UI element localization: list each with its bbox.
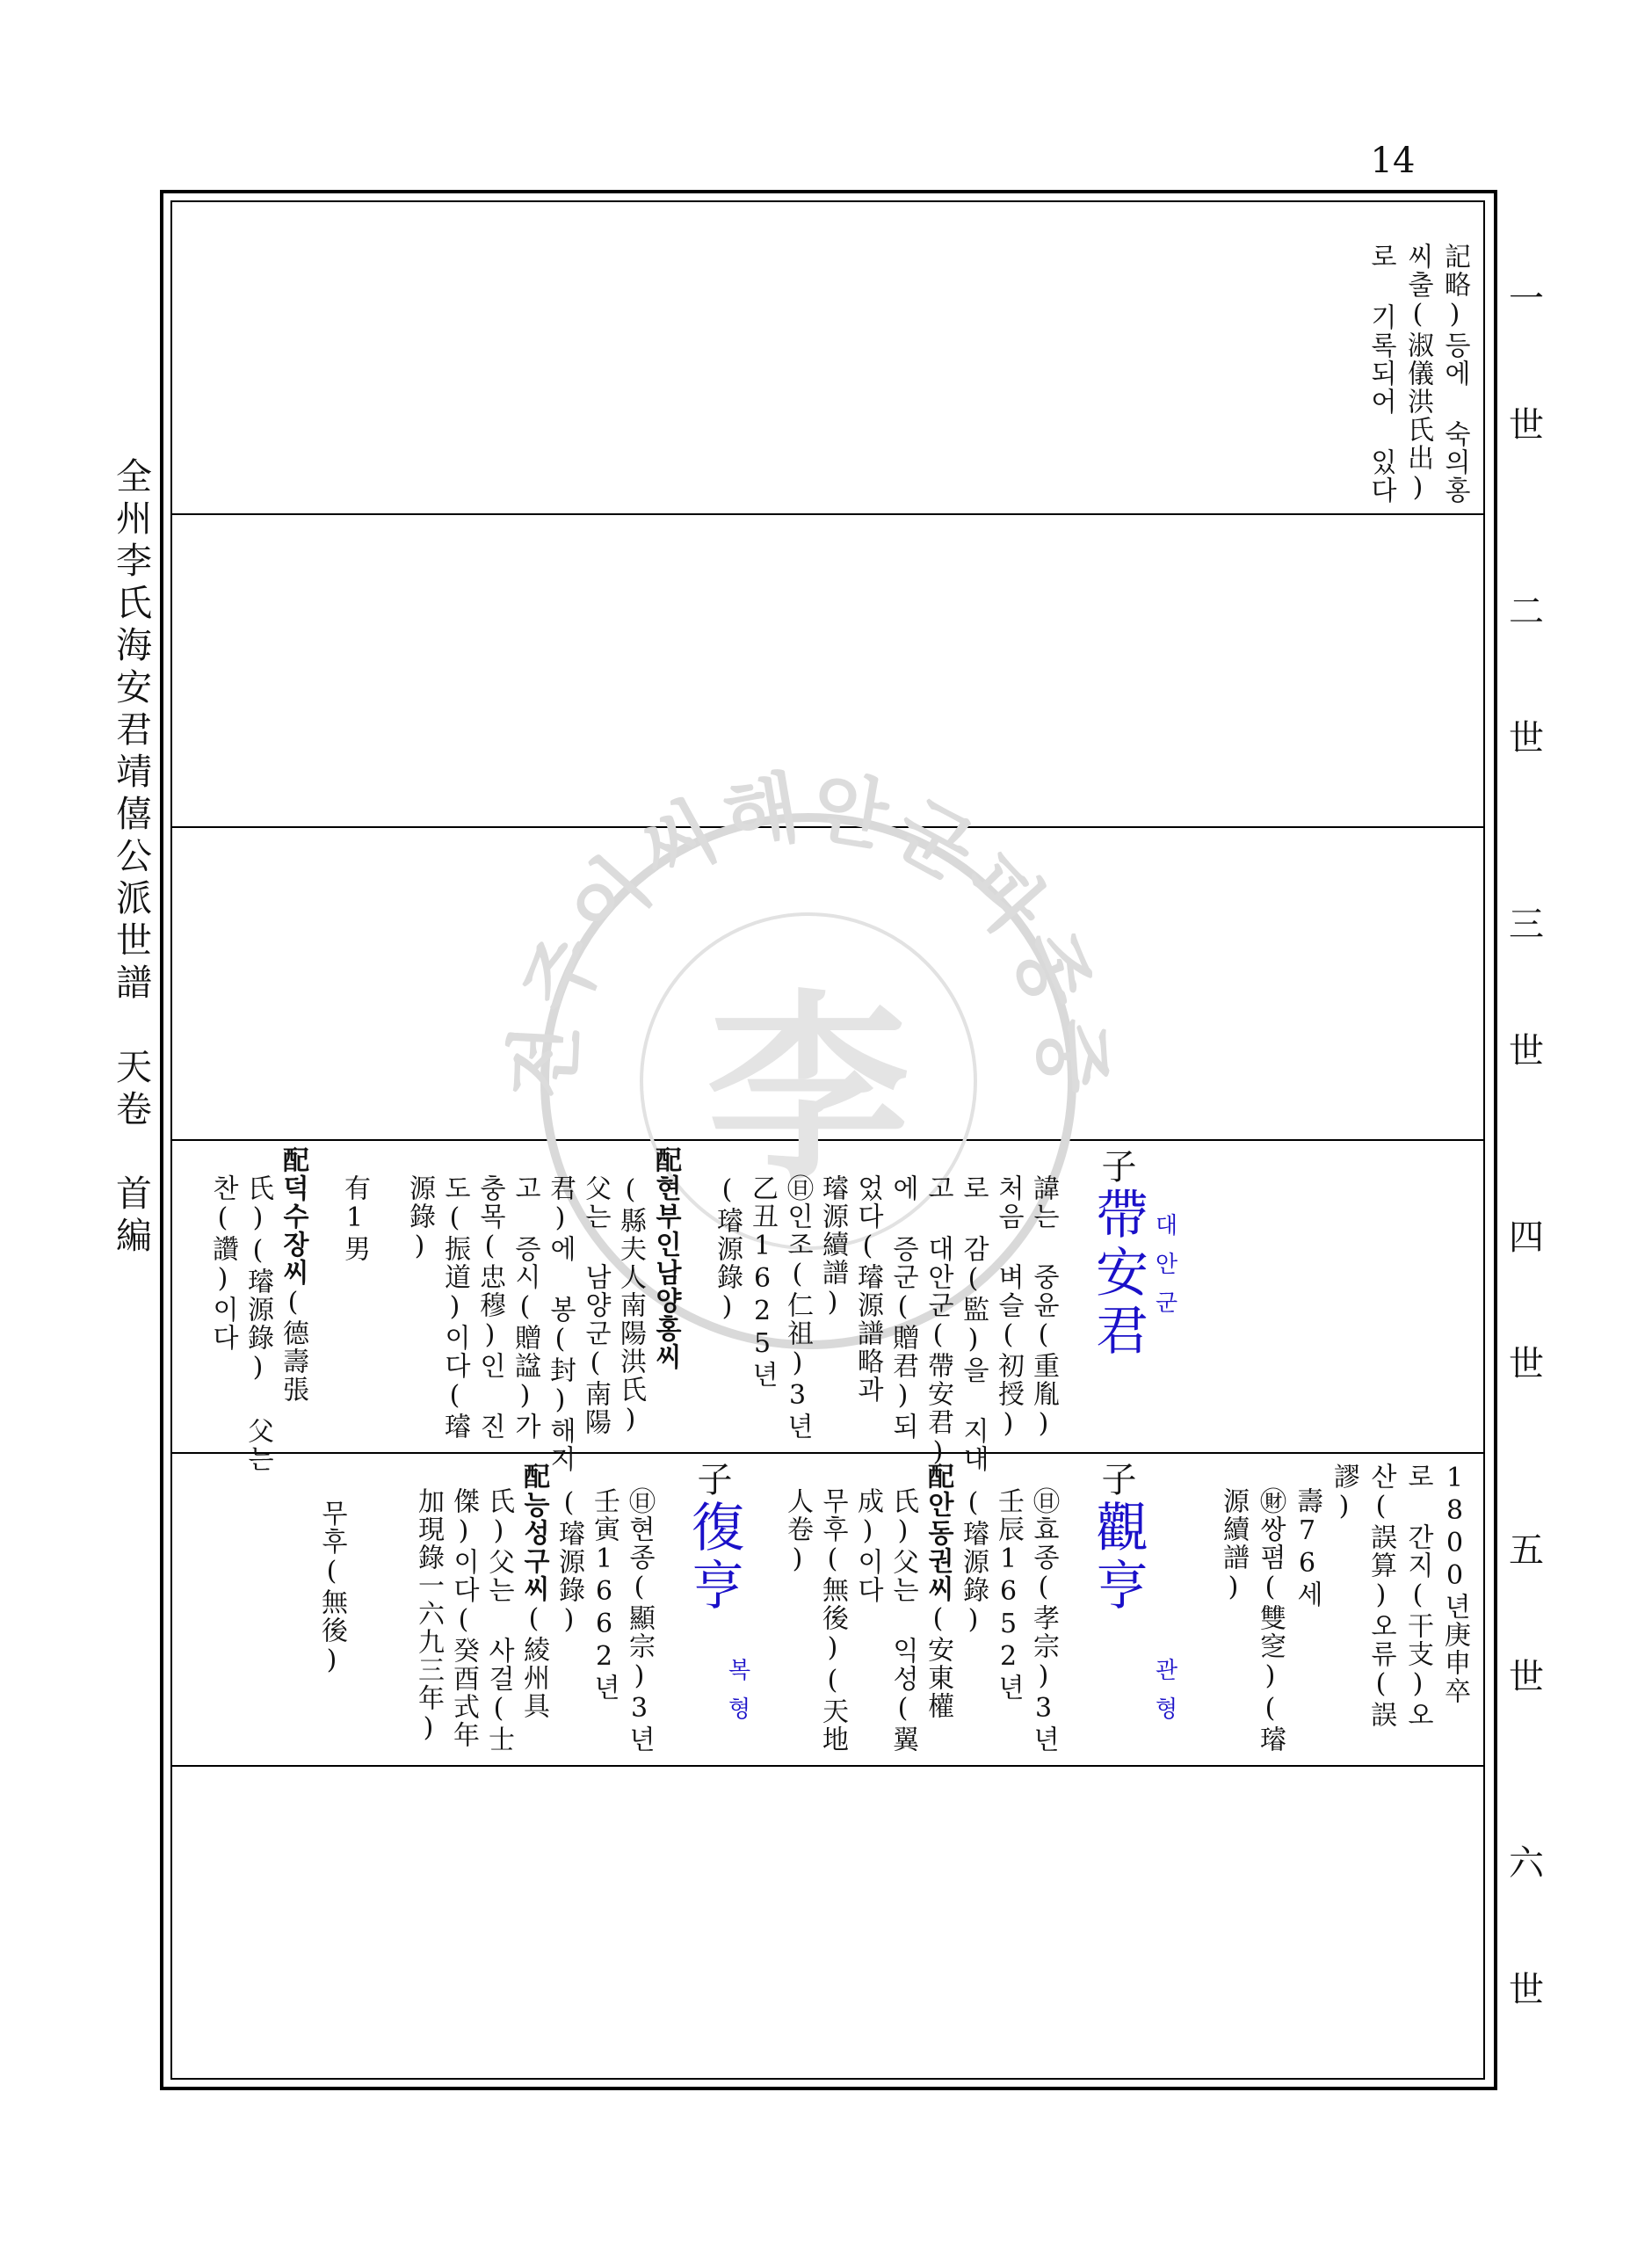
spouse-line: 父는 남양군(南陽 — [580, 1174, 611, 1436]
no-heir-note: 무후(無後) — [316, 1500, 347, 1677]
bio-line: 璿源續譜) — [817, 1174, 848, 1319]
generation-suffix: 世 — [1509, 1344, 1544, 1384]
generation-suffix: 世 — [1509, 405, 1544, 446]
bio-line: (璿源錄) — [712, 1174, 743, 1324]
spouse-line: 충목(忠穆)인 진 — [475, 1174, 505, 1441]
row-divider — [170, 1765, 1485, 1767]
bio-line: ㊐인조(仁祖)3년 — [782, 1174, 813, 1441]
generation-number: 五 — [1509, 1530, 1544, 1571]
row1-text-line: 씨출(淑儀洪氏出) — [1402, 243, 1433, 505]
spouse-line: 도(振道)이다(璿 — [439, 1174, 470, 1441]
spouse-line: 무후(無後)(天地 — [817, 1487, 848, 1754]
son-marker: 子 — [692, 1461, 732, 1496]
bio-line: 에 증군(贈君)되 — [888, 1174, 918, 1441]
generation-number: 一 — [1509, 279, 1544, 319]
spouse-line: 氏)父는 익성(翼 — [888, 1487, 918, 1754]
person-name: 觀亨 — [1087, 1500, 1148, 1616]
row1-text-line: 로 기록되어 있다 — [1366, 243, 1396, 505]
generation-number: 三 — [1509, 904, 1544, 945]
name-reading: 대안군 — [1151, 1213, 1177, 1329]
children-count: 有1男 — [339, 1174, 370, 1263]
generation-number: 六 — [1509, 1843, 1544, 1884]
bio-line: 고 대안군(帶安君) — [923, 1174, 953, 1469]
row-divider — [170, 513, 1485, 515]
son-marker: 子 — [1096, 1461, 1136, 1496]
note-line: 산(誤算)오류(誤 — [1366, 1463, 1396, 1729]
bio-line: 처음 벼슬(初授) — [993, 1174, 1024, 1441]
spouse-entry — [279, 1146, 306, 1404]
generation-number: 四 — [1509, 1217, 1544, 1258]
bio-line: ㊐효종(孝宗)3년 — [1028, 1487, 1059, 1754]
spouse-line: (綾州具 — [518, 1603, 549, 1720]
person-name: 帶安君 — [1087, 1187, 1148, 1361]
name-reading: 관형 — [1151, 1658, 1177, 1735]
person-name: 復亨 — [683, 1500, 744, 1616]
generation-number: 二 — [1509, 592, 1544, 632]
generation-suffix: 世 — [1509, 1970, 1544, 2010]
name-reading: 복형 — [724, 1658, 750, 1735]
spouse-name: 현부인남양홍씨 — [650, 1174, 681, 1371]
note-line: 源續譜) — [1218, 1487, 1249, 1604]
spouse-line: (縣夫人南陽洪氏) — [615, 1174, 646, 1436]
spouse-line: 君)에 봉(封)해지 — [545, 1174, 576, 1473]
page-number: 14 — [1370, 141, 1416, 181]
bio-line: 諱는 중윤(重胤) — [1028, 1174, 1059, 1441]
bio-line: (璿源錄) — [554, 1487, 584, 1637]
spouse-line: (德壽張 — [278, 1287, 308, 1404]
spouse-line: 氏)(璿源錄) 父는 — [243, 1174, 273, 1473]
spouse-line: 氏)父는 사걸(士 — [483, 1487, 514, 1754]
row-divider — [170, 826, 1485, 828]
watermark-text: 전주이씨해안군파종중 — [497, 760, 1119, 1101]
row-divider — [170, 1452, 1485, 1454]
spouse-line: 고 증시(贈諡)가 — [510, 1174, 540, 1441]
note-line: ㊖쌍폄(雙窆)(璿 — [1255, 1487, 1286, 1754]
spouse-prefix: 配 — [278, 1146, 308, 1174]
spouse-name: 능성구씨 — [518, 1491, 549, 1603]
spouse-line: 傑)이다(癸酉式年 — [448, 1487, 479, 1749]
note-line: 로 간지(干支)오 — [1402, 1463, 1433, 1729]
bio-line: (璿源錄) — [958, 1487, 989, 1637]
spouse-prefix: 配 — [650, 1146, 681, 1174]
spouse-line: 찬(讚)이다 — [207, 1174, 238, 1352]
spouse-line: (安東權 — [923, 1603, 953, 1720]
spouse-prefix: 配 — [518, 1463, 549, 1491]
spouse-prefix: 配 — [923, 1463, 953, 1491]
spouse-line: 源錄) — [404, 1174, 435, 1263]
bio-line: 壬寅1662년 — [589, 1487, 620, 1702]
row-divider — [170, 1139, 1485, 1141]
spouse-line: 人卷) — [782, 1487, 813, 1576]
generation-suffix: 世 — [1509, 1031, 1544, 1071]
spouse-entry — [520, 1463, 547, 1720]
spouse-entry — [650, 1146, 681, 1371]
spouse-line: 成)이다 — [852, 1487, 883, 1604]
son-marker: 子 — [1096, 1148, 1136, 1183]
bio-line: 로 감(監)을 지내 — [958, 1174, 989, 1473]
note-line: 1800년庚申卒 — [1439, 1463, 1470, 1705]
row1-text-line: 記略)등에 숙의홍 — [1439, 243, 1470, 505]
spouse-name: 안동권씨 — [923, 1491, 953, 1603]
spouse-entry — [924, 1463, 951, 1720]
svg-text:李: 李 — [706, 971, 910, 1209]
spouse-line: 加現錄一六九三年) — [413, 1487, 444, 1745]
generation-suffix: 世 — [1509, 718, 1544, 759]
note-line: 謬) — [1329, 1463, 1359, 1523]
bio-line: ㊐현종(顯宗)3년 — [624, 1487, 655, 1754]
generation-suffix: 世 — [1509, 1657, 1544, 1697]
bio-line: 乙丑1625년 — [747, 1174, 778, 1389]
bio-line: 壬辰1652년 — [993, 1487, 1024, 1702]
bio-line: 었다(璿源譜略과 — [852, 1174, 883, 1404]
book-side-title: 全州李氏海安君靖僖公派世譜 天卷 首編 — [110, 457, 152, 1259]
note-line: 壽76세 — [1292, 1487, 1322, 1609]
spouse-name: 덕수장씨 — [278, 1174, 308, 1287]
